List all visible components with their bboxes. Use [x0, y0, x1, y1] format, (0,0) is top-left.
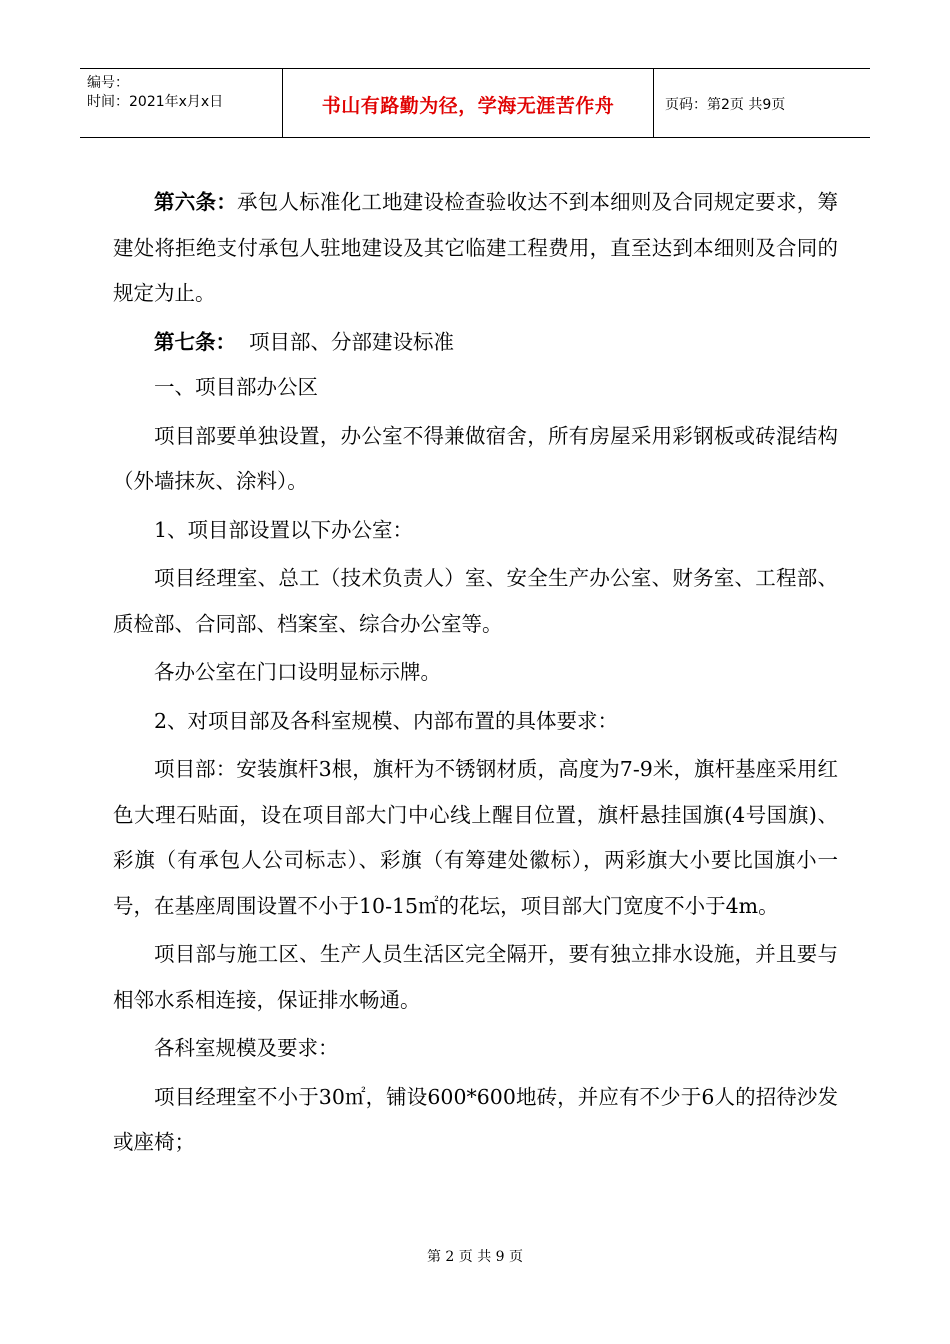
paragraph-article-7 [113, 320, 838, 366]
article-6-text: 承包人标准化工地建设检查验收达不到本细则及合同规定要求，筹建处将拒绝支付承包人驻地建设及其它临建工程费用，直至达到本细则及合同的规定为止。 [113, 190, 838, 305]
header-page-cell [654, 69, 870, 137]
paragraph-article-6 [113, 180, 838, 317]
list-heading-offices: 1、项目部设置以下办公室： [154, 517, 414, 542]
paragraph-office-list: 项目经理室、总工（技术负责人）室、安全生产办公室、财务室、工程部、质检部、合同部、档案室、综合办公室等。 [113, 566, 838, 636]
page-code: 页码：第2页 共9页 [665, 97, 786, 113]
header-info-cell [80, 69, 283, 137]
paragraph-office-requirements: 项目部要单独设置，办公室不得兼做宿舍，所有房屋采用彩钢板或砖混结构（外墙抹灰、涂料）。 [113, 423, 838, 493]
section-heading-office-area: 一、项目部办公区 [154, 375, 318, 399]
number-label: 编号： [87, 75, 129, 91]
paragraph-signage: 各办公室在门口设明显标示牌。 [154, 660, 441, 684]
header-slogan-cell [283, 69, 654, 137]
article-7-text: 项目部、分部建设标准 [236, 329, 455, 354]
document-header [80, 68, 870, 138]
article-7-heading: 第七条： [154, 329, 236, 354]
page-footer: 第 2 页 共 9 页 [426, 1249, 524, 1265]
paragraph-drainage: 项目部与施工区、生产人员生活区完全隔开，要有独立排水设施，并且要与相邻水系相连接，保证排水畅通。 [113, 942, 838, 1012]
slogan: 书山有路勤为径，学海无涯苦作舟 [321, 95, 615, 117]
document-body [113, 180, 838, 1166]
list-heading-requirements: 2、对项目部及各科室规模、内部布置的具体要求： [154, 708, 619, 733]
paragraph-flagpole: 项目部：安装旗杆3根，旗杆为不锈钢材质，高度为7-9米，旗杆基座采用红色大理石贴面，设在项目部大门中心线上醒目位置，旗杆悬挂国旗(4号国旗)、彩旗（有承包人公司标志）、彩旗（有筹建处徽标），两彩旗大小要比国旗小一号，在基座周围设置不小于10-15㎡的花坛，项目部大门宽度不小于4m。 [113, 757, 838, 918]
time-label: 时间：2021年x月x日 [87, 94, 224, 110]
paragraph-room-size-heading: 各科室规模及要求： [154, 1036, 339, 1060]
article-6-heading: 第六条： [154, 190, 237, 214]
paragraph-manager-room: 项目经理室不小于30㎡，铺设600*600地砖，并应有不少于6人的招待沙发或座椅； [113, 1084, 838, 1154]
